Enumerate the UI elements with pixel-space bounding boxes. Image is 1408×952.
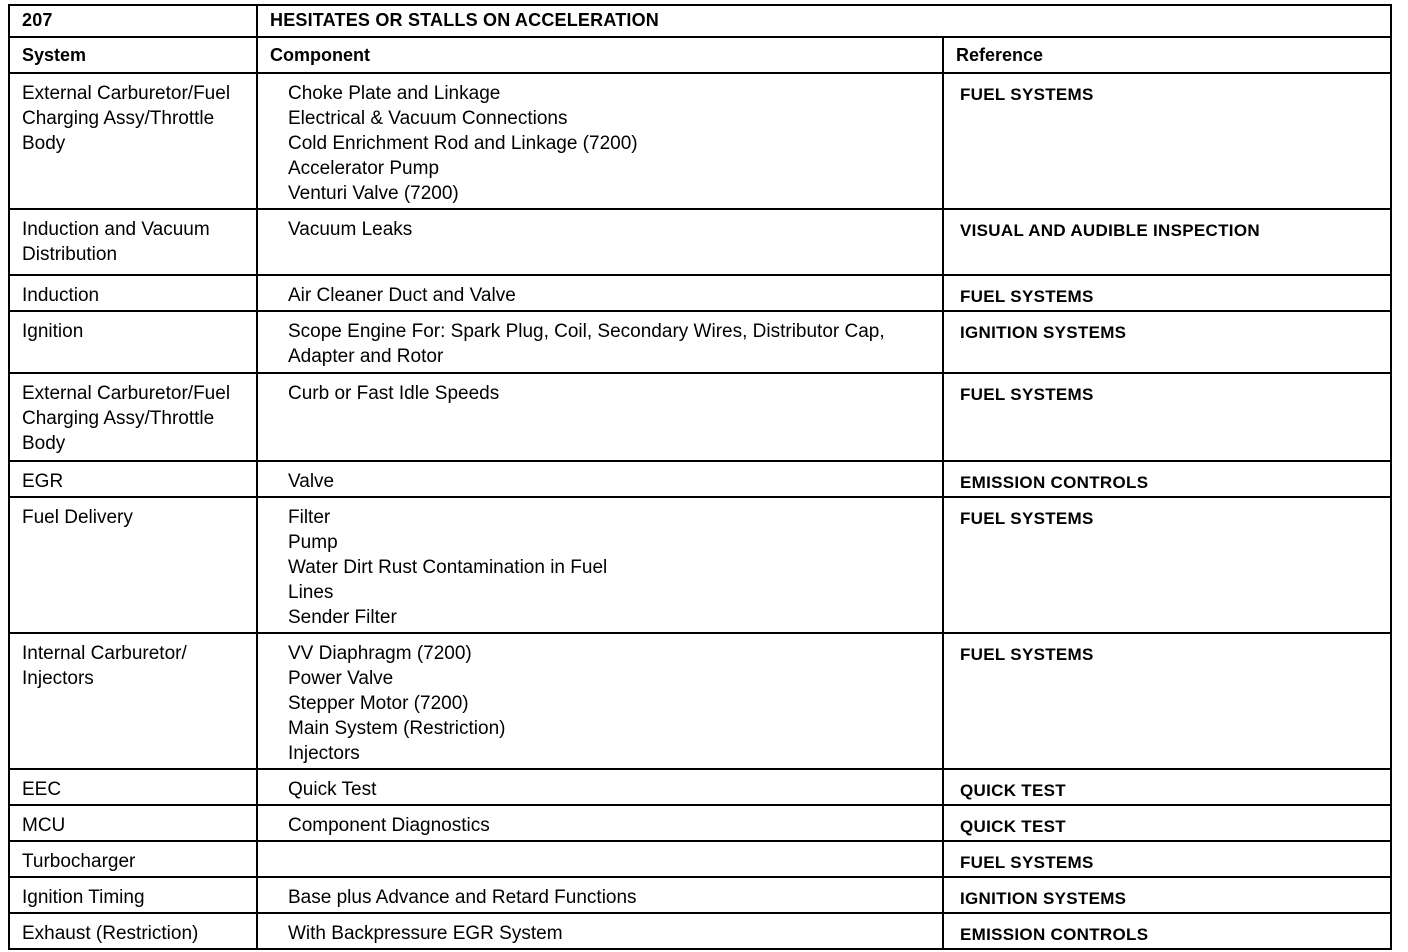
symptom-title-cell [257, 5, 1391, 37]
component-item: Base plus Advance and Retard Functions [288, 887, 637, 908]
system-line: Body [22, 133, 66, 154]
reference-text: FUEL SYSTEMS [960, 385, 1094, 404]
system-cell [9, 373, 257, 461]
component-cell [257, 769, 943, 805]
symptom-code: 207 [22, 10, 53, 30]
component-cell [257, 497, 943, 633]
reference-text: FUEL SYSTEMS [960, 645, 1094, 664]
table-row [9, 461, 1391, 497]
reference-text: FUEL SYSTEMS [960, 509, 1094, 528]
table-row [9, 769, 1391, 805]
system-cell [9, 311, 257, 373]
system-cell [9, 497, 257, 633]
component-cell [257, 209, 943, 275]
component-cell [257, 633, 943, 769]
system-line: Charging Assy/Throttle [22, 108, 215, 129]
component-item: Curb or Fast Idle Speeds [288, 383, 500, 404]
system-line: Internal Carburetor/ [22, 643, 187, 664]
reference-cell [943, 311, 1391, 373]
component-item: Venturi Valve (7200) [288, 183, 459, 204]
component-item: Pump [288, 532, 338, 553]
reference-text: IGNITION SYSTEMS [960, 323, 1127, 342]
reference-cell [943, 73, 1391, 209]
system-cell [9, 461, 257, 497]
table-row [9, 73, 1391, 209]
table-row [9, 841, 1391, 877]
table-row [9, 311, 1391, 373]
system-line: Turbocharger [22, 851, 136, 872]
system-cell [9, 913, 257, 949]
system-line: MCU [22, 815, 66, 836]
table-row [9, 497, 1391, 633]
component-item: Injectors [288, 743, 360, 764]
component-item: Lines [288, 582, 334, 603]
table-row [9, 913, 1391, 949]
table-row [9, 805, 1391, 841]
reference-text: VISUAL AND AUDIBLE INSPECTION [960, 221, 1260, 240]
component-item: Stepper Motor (7200) [288, 693, 469, 714]
reference-cell [943, 461, 1391, 497]
table-header-row [9, 5, 1391, 37]
system-cell [9, 805, 257, 841]
reference-cell [943, 275, 1391, 311]
system-line: Distribution [22, 244, 118, 265]
system-line: Induction [22, 285, 100, 306]
component-item: Cold Enrichment Rod and Linkage (7200) [288, 133, 638, 154]
component-item: Electrical & Vacuum Connections [288, 108, 568, 129]
table-body [9, 73, 1391, 949]
component-item: Vacuum Leaks [288, 219, 413, 240]
component-item: Scope Engine For: Spark Plug, Coil, Secondary Wires, Distributor Cap, [288, 321, 885, 342]
reference-text: QUICK TEST [960, 781, 1066, 800]
component-item: Filter [288, 507, 331, 528]
component-cell [257, 461, 943, 497]
system-line: Charging Assy/Throttle [22, 408, 215, 429]
reference-text: QUICK TEST [960, 817, 1066, 836]
reference-text: FUEL SYSTEMS [960, 853, 1094, 872]
component-cell [257, 275, 943, 311]
component-cell [257, 841, 943, 877]
reference-cell [943, 633, 1391, 769]
table-row [9, 373, 1391, 461]
column-header-row [9, 37, 1391, 73]
component-item: Valve [288, 471, 335, 492]
system-cell [9, 73, 257, 209]
reference-cell [943, 373, 1391, 461]
component-cell [257, 913, 943, 949]
symptom-code-cell [9, 5, 257, 37]
system-line: External Carburetor/Fuel [22, 83, 231, 104]
component-item: Main System (Restriction) [288, 718, 506, 739]
reference-cell [943, 841, 1391, 877]
reference-text: FUEL SYSTEMS [960, 287, 1094, 306]
system-line: Injectors [22, 668, 94, 689]
reference-text: EMISSION CONTROLS [960, 473, 1149, 492]
system-cell [9, 209, 257, 275]
system-cell [9, 769, 257, 805]
reference-cell [943, 877, 1391, 913]
component-item: Component Diagnostics [288, 815, 490, 836]
reference-text: EMISSION CONTROLS [960, 925, 1149, 944]
component-item: Water Dirt Rust Contamination in Fuel [288, 557, 608, 578]
table-row [9, 877, 1391, 913]
system-line: Ignition [22, 321, 84, 342]
component-item: Accelerator Pump [288, 158, 440, 179]
table-row [9, 275, 1391, 311]
reference-cell [943, 209, 1391, 275]
component-cell [257, 805, 943, 841]
table-row [9, 633, 1391, 769]
system-line: External Carburetor/Fuel [22, 383, 231, 404]
component-item: Air Cleaner Duct and Valve [288, 285, 516, 306]
system-line: EGR [22, 471, 64, 492]
reference-cell [943, 913, 1391, 949]
component-item: VV Diaphragm (7200) [288, 643, 472, 664]
reference-text: IGNITION SYSTEMS [960, 889, 1127, 908]
reference-cell [943, 497, 1391, 633]
column-header-component: Component [270, 45, 370, 65]
system-line: Fuel Delivery [22, 507, 133, 528]
system-line: Body [22, 433, 66, 454]
system-cell [9, 633, 257, 769]
component-item: Power Valve [288, 668, 394, 689]
system-cell [9, 275, 257, 311]
system-line: Ignition Timing [22, 887, 145, 908]
system-line: EEC [22, 779, 62, 800]
component-item: With Backpressure EGR System [288, 923, 563, 944]
component-item: Sender Filter [288, 607, 397, 628]
component-cell [257, 311, 943, 373]
system-line: Induction and Vacuum [22, 219, 210, 240]
column-header-reference: Reference [956, 45, 1044, 65]
component-cell [257, 73, 943, 209]
system-line: Exhaust (Restriction) [22, 923, 199, 944]
reference-cell [943, 769, 1391, 805]
component-cell [257, 373, 943, 461]
component-item: Choke Plate and Linkage [288, 83, 501, 104]
component-cell [257, 877, 943, 913]
component-item: Adapter and Rotor [288, 346, 444, 367]
component-item: Quick Test [288, 779, 377, 800]
symptom-title: HESITATES OR STALLS ON ACCELERATION [270, 10, 659, 30]
diagnosis-table [8, 4, 1392, 950]
column-header-system: System [22, 45, 87, 65]
system-cell [9, 841, 257, 877]
system-cell [9, 877, 257, 913]
table-row [9, 209, 1391, 275]
reference-cell [943, 805, 1391, 841]
reference-text: FUEL SYSTEMS [960, 85, 1094, 104]
